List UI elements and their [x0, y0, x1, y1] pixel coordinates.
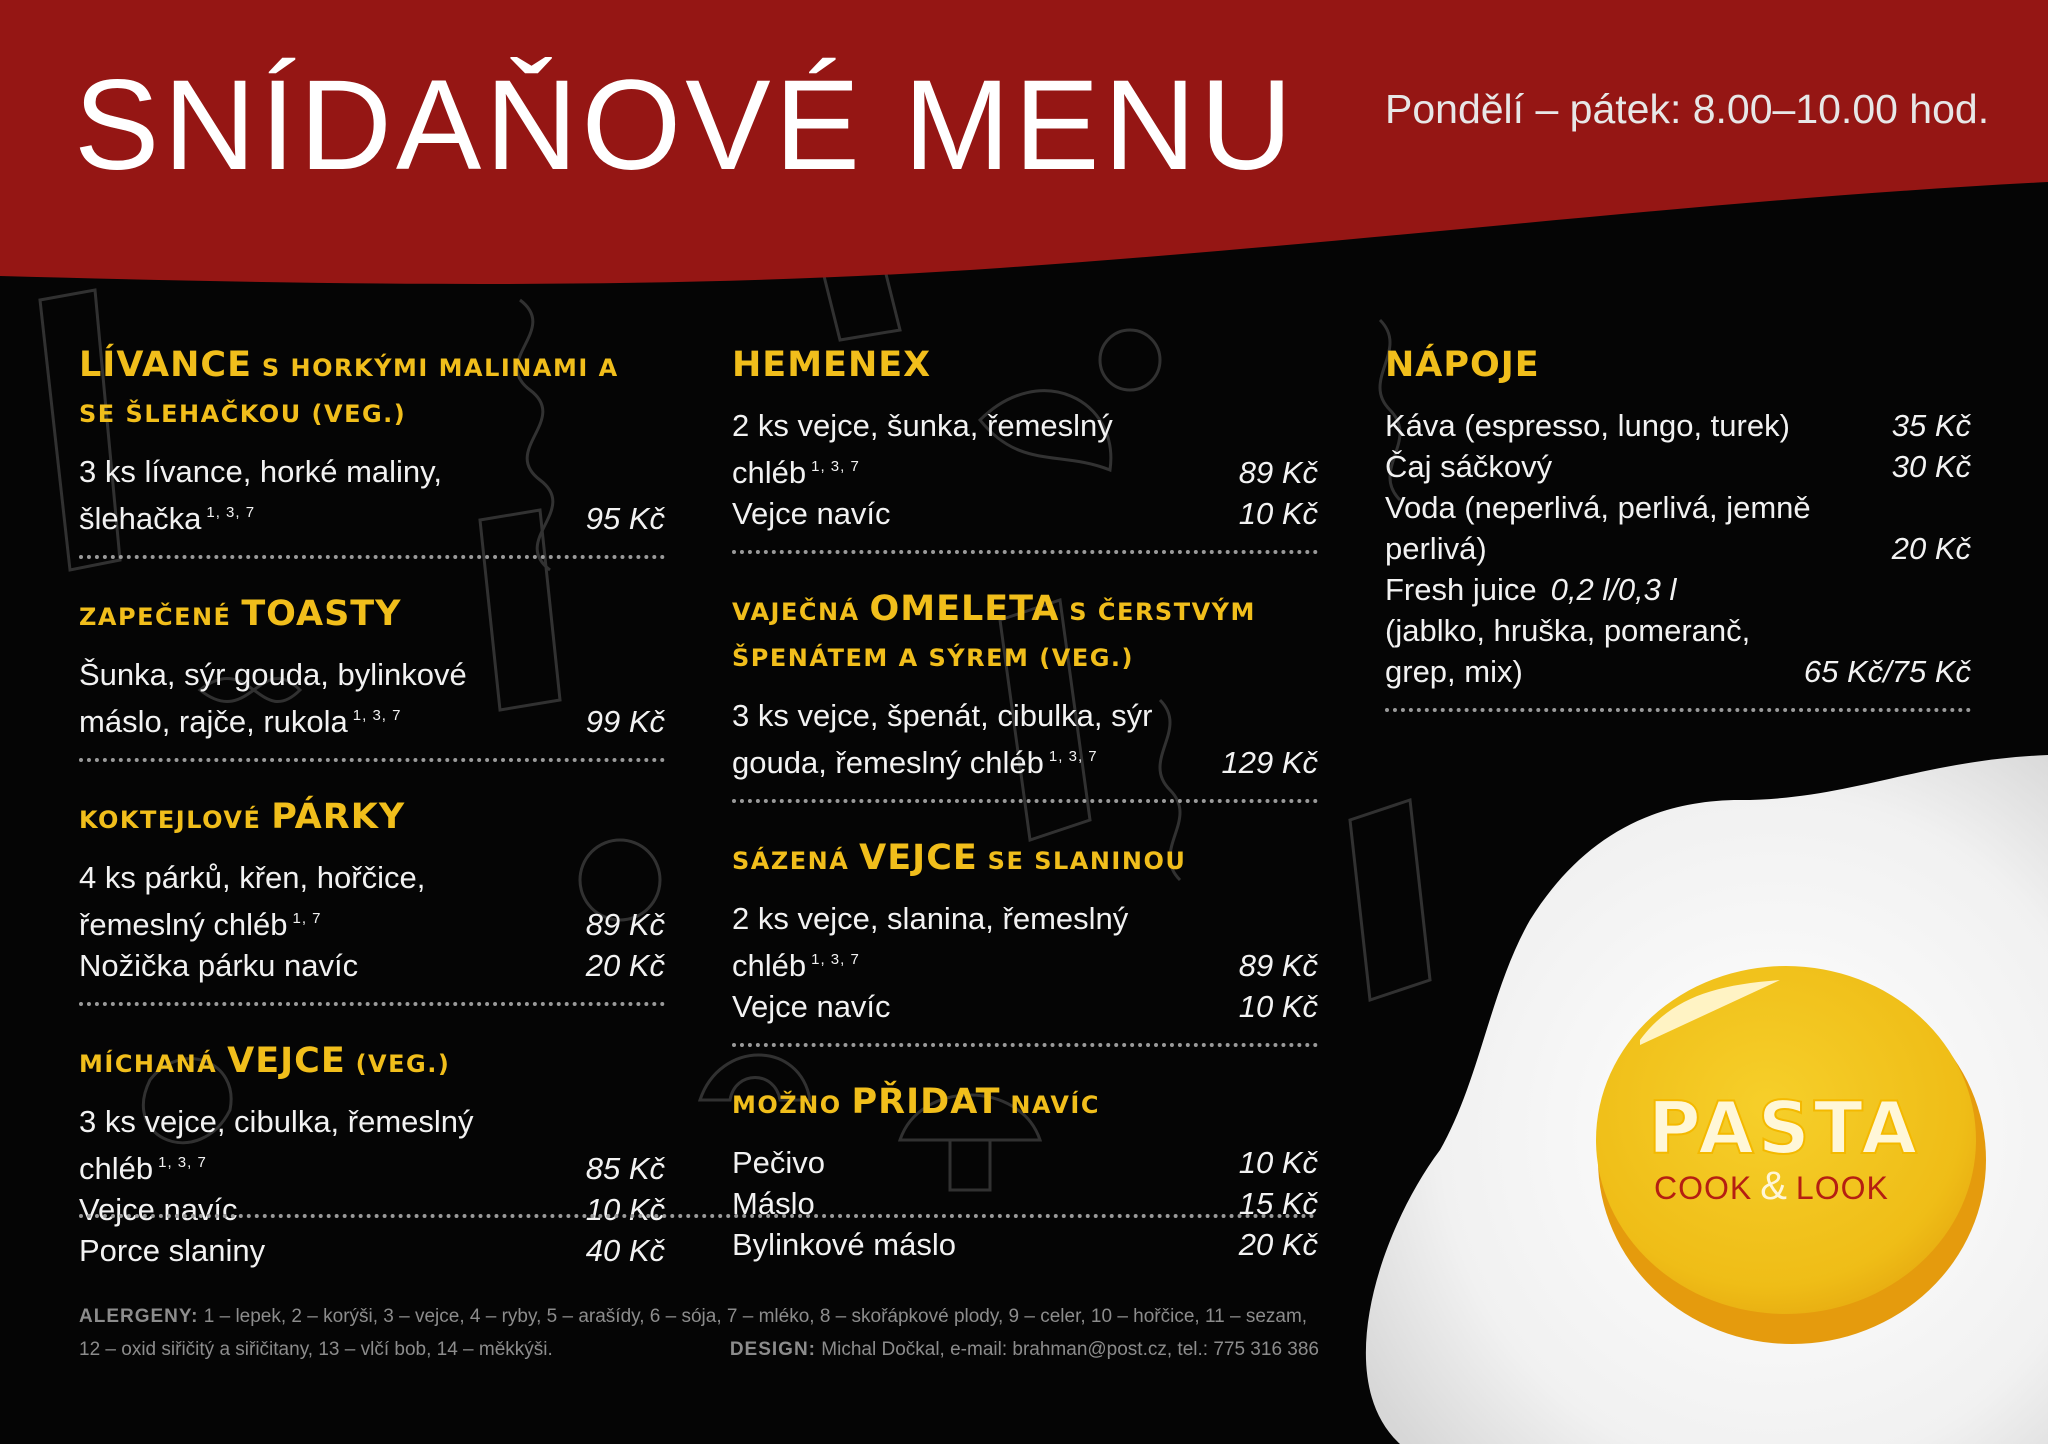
heading-part: ZAPEČENÉ	[79, 603, 242, 631]
allergens-text-2: 12 – oxid siřičitý a siřičitany, 13 – vlčí bob, 14 – měkkýši.	[79, 1339, 553, 1360]
item-description: 3 ks lívance, horké maliny, šlehačka	[79, 454, 442, 536]
item-price: 99 Kč	[585, 704, 665, 739]
menu-section	[79, 342, 665, 559]
section-heading	[79, 342, 665, 437]
item-description-wrap	[79, 945, 358, 986]
item-description: Vejce navíc	[732, 989, 891, 1024]
item-description-wrap	[1385, 405, 1790, 446]
section-heading	[1385, 342, 1971, 391]
item-price: 129 Kč	[1221, 745, 1318, 780]
item-description-wrap	[79, 1101, 549, 1189]
item-description: 3 ks vejce, cibulka, řemeslný chléb	[79, 1104, 474, 1186]
item-description: Fresh juice	[1385, 572, 1537, 607]
menu-item	[732, 1142, 1318, 1183]
item-description-wrap	[732, 493, 891, 534]
menu-section	[732, 586, 1318, 803]
menu-item	[732, 1224, 1318, 1265]
menu-item	[732, 695, 1318, 783]
item-description: Vejce navíc	[732, 496, 891, 531]
menu-item	[79, 857, 665, 945]
item-description-wrap	[732, 695, 1202, 783]
menu-item	[79, 1230, 665, 1271]
menu-section	[79, 1038, 665, 1271]
item-description: Bylinkové máslo	[732, 1227, 956, 1262]
item-description: 2 ks vejce, slanina, řemeslný chléb	[732, 901, 1129, 983]
footer	[79, 1300, 1319, 1366]
design-text: Michal Dočkal, e-mail: brahman@post.cz, tel.: 775 316 386	[821, 1339, 1319, 1360]
item-description-wrap	[1385, 569, 1676, 610]
menu-section	[732, 835, 1318, 1047]
heading-part: HEMENEX	[732, 345, 932, 385]
item-description: Nožička párku navíc	[79, 948, 359, 983]
item-description-wrap	[79, 451, 549, 539]
menu-item	[1385, 487, 1971, 569]
menu-item	[79, 1101, 665, 1189]
item-price: 65 Kč/75 Kč	[1803, 654, 1971, 689]
menu-column-1	[79, 342, 665, 1303]
menu-item	[1385, 405, 1971, 446]
item-allergens: 1, 3, 7	[1048, 748, 1098, 765]
item-description-wrap	[1385, 487, 1855, 569]
heading-part: LÍVANCE	[79, 345, 253, 385]
heading-part: VEJCE	[227, 1041, 346, 1081]
item-price: 40 Kč	[585, 1233, 665, 1268]
item-price: 20 Kč	[585, 948, 665, 983]
heading-part: SE SLANINOU	[977, 847, 1187, 875]
item-description: Porce slaniny	[79, 1233, 266, 1268]
menu-item	[79, 945, 665, 986]
section-heading	[732, 1079, 1318, 1128]
page-title: SNÍDAŇOVÉ MENU	[74, 54, 1297, 197]
item-price: 89 Kč	[585, 907, 665, 942]
menu-section	[732, 342, 1318, 554]
item-price: 89 Kč	[1238, 948, 1318, 983]
item-description-wrap	[732, 1142, 825, 1183]
heading-part: KOKTEJLOVÉ	[79, 806, 272, 834]
heading-part: MÍCHANÁ	[79, 1050, 228, 1078]
section-heading	[732, 342, 1318, 391]
item-allergens: 1, 3, 7	[811, 951, 860, 968]
allergens-text: 1 – lepek, 2 – korýši, 3 – vejce, 4 – ryby, 5 – arašídy, 6 – sója, 7 – mléko, 8 – skořápkové plody, 9 – celer, 10 – hořčice, 11 – sezam,	[203, 1306, 1308, 1327]
item-price: 85 Kč	[585, 1151, 665, 1186]
item-price: 89 Kč	[1238, 455, 1318, 490]
section-heading	[79, 794, 665, 843]
item-price: 35 Kč	[1891, 408, 1971, 443]
menu-item	[79, 1189, 665, 1230]
item-description-wrap	[1385, 610, 1792, 692]
item-allergens: 1, 7	[292, 910, 322, 927]
menu-section	[79, 591, 665, 762]
menu-item	[79, 451, 665, 539]
item-description: Káva (espresso, lungo, turek)	[1385, 408, 1790, 443]
item-price: 95 Kč	[585, 501, 665, 536]
item-description: Pečivo	[732, 1145, 826, 1180]
heading-part: NAVÍC	[1000, 1091, 1100, 1119]
section-heading	[732, 835, 1318, 884]
item-description-wrap	[732, 898, 1202, 986]
item-description-wrap	[79, 654, 549, 742]
logo-pasta: PASTA	[1648, 1086, 1921, 1170]
menu-item	[1385, 569, 1971, 610]
menu-item	[1385, 446, 1971, 487]
item-description: Voda (neperlivá, perlivá, jemně perlivá)	[1385, 490, 1811, 566]
item-description: Čaj sáčkový	[1385, 449, 1553, 484]
item-description: Vejce navíc	[79, 1192, 238, 1227]
menu-section	[732, 1079, 1318, 1265]
heading-part: NÁPOJE	[1385, 345, 1540, 385]
item-price: 20 Kč	[1891, 531, 1971, 566]
item-price: 30 Kč	[1891, 449, 1971, 484]
heading-part: S HORKÝMI MALINAMI A SE ŠLEHAČKOU (VEG.)	[79, 354, 619, 428]
heading-part: PŘIDAT	[851, 1082, 1001, 1122]
heading-part: VAJEČNÁ	[732, 598, 870, 626]
footer-line-2	[79, 1333, 1319, 1366]
design-label: DESIGN:	[729, 1339, 817, 1360]
footer-divider	[79, 1214, 1315, 1218]
menu-item	[1385, 610, 1971, 692]
item-description: 2 ks vejce, šunka, řemeslný chléb	[732, 408, 1113, 490]
section-heading	[79, 1038, 665, 1087]
allergens-label: ALERGENY:	[79, 1306, 199, 1327]
menu-item	[732, 898, 1318, 986]
menu-column-3	[1385, 342, 1971, 744]
item-description-wrap	[79, 1230, 265, 1271]
item-price: 15 Kč	[1238, 1186, 1318, 1221]
item-price: 10 Kč	[1238, 1145, 1318, 1180]
allergens-line	[79, 1300, 1319, 1333]
menu-section	[1385, 342, 1971, 712]
menu-section	[79, 794, 665, 1006]
logo-tagline	[1654, 1164, 1889, 1209]
menu-item	[732, 405, 1318, 493]
item-allergens: 1, 3, 7	[206, 504, 256, 521]
menu-item	[732, 986, 1318, 1027]
item-allergens: 1, 3, 7	[811, 458, 860, 475]
item-description-wrap	[732, 986, 891, 1027]
item-description: Šunka, sýr gouda, bylinkové máslo, rajče, rukola	[79, 657, 467, 739]
menu-column-2	[732, 342, 1318, 1297]
section-heading	[732, 586, 1318, 681]
design-credit	[730, 1333, 1319, 1366]
item-price: 20 Kč	[1238, 1227, 1318, 1262]
item-description-wrap	[1385, 446, 1552, 487]
item-description: Máslo	[732, 1186, 815, 1221]
item-description: 3 ks vejce, špenát, cibulka, sýr gouda, řemeslný chléb	[732, 698, 1153, 780]
item-description: (jablko, hruška, pomeranč, grep, mix)	[1385, 613, 1751, 689]
section-heading	[79, 591, 665, 640]
item-allergens: 1, 3, 7	[158, 1154, 207, 1171]
opening-hours: Pondělí – pátek: 8.00–10.00 hod.	[1385, 86, 1990, 132]
menu-item	[79, 654, 665, 742]
heading-part: SÁZENÁ	[732, 847, 860, 875]
item-description-wrap	[79, 857, 549, 945]
item-description-wrap	[732, 405, 1202, 493]
menu-item	[732, 493, 1318, 534]
heading-part: MOŽNO	[732, 1091, 852, 1119]
item-price: 10 Kč	[1238, 989, 1318, 1024]
logo-amp: &	[1760, 1164, 1788, 1208]
heading-part: PÁRKY	[271, 797, 406, 837]
item-description-wrap	[79, 1189, 238, 1230]
item-allergens: 1, 3, 7	[352, 707, 402, 724]
item-price: 10 Kč	[585, 1192, 665, 1227]
logo-look: LOOK	[1795, 1170, 1889, 1206]
item-description-wrap	[732, 1224, 956, 1265]
heading-part: VEJCE	[859, 838, 978, 878]
heading-part: S ČERSTVÝM ŠPENÁTEM A SÝREM (VEG.)	[732, 598, 1256, 672]
heading-part: (VEG.)	[345, 1050, 451, 1078]
heading-part: OMELETA	[869, 589, 1060, 629]
item-description: 4 ks párků, křen, hořčice, řemeslný chléb	[79, 860, 426, 942]
item-price: 10 Kč	[1238, 496, 1318, 531]
item-note: 0,2 l/0,3 l	[1550, 572, 1677, 607]
heading-part: TOASTY	[241, 594, 402, 634]
logo-cook: COOK	[1654, 1170, 1753, 1206]
